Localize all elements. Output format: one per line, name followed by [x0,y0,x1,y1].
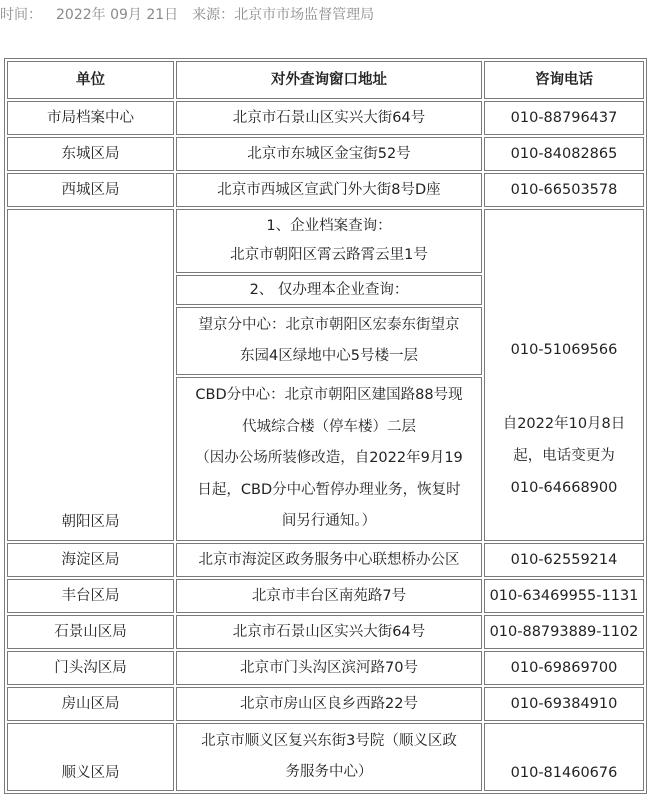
unit-cell: 门头沟区局 [7,651,174,685]
unit-cell: 丰台区局 [7,579,174,613]
unit-cell: 房山区局 [7,687,174,721]
table-row-shunyi [7,723,644,791]
chaoyang-phone1: 010-51069566 [510,342,618,358]
unit-cell: 东城区局 [7,137,174,171]
table-row [7,101,644,135]
address-cell: 北京市东城区金宝街52号 [176,137,482,171]
cbd-line4: 日起，CBD分中心暂停办理业务，恢复时 [197,481,461,498]
wangjing-line1: 望京分中心：北京市朝阳区宏泰东街望京 [198,317,460,333]
header-address: 对外查询窗口地址 [176,61,482,99]
phone-cell: 010-88793889-1102 [484,615,644,649]
table-row [7,543,644,577]
time-label: 时间： [0,7,42,23]
unit-cell: 海淀区局 [7,543,174,577]
address-cell: 北京市西城区宣武门外大街8号D座 [176,173,482,207]
source-value: 北京市市场监督管理局 [234,7,375,23]
table-row [7,579,644,613]
phone-cell: 010-88796437 [484,101,644,135]
article-meta [0,4,388,24]
chaoyang-cbd-cell [176,377,482,541]
table-row [7,137,644,171]
table-row [7,615,644,649]
wangjing-line2: 东园4区绿地中心5号楼一层 [240,348,418,364]
chaoyang-item2-title: 2、 仅办理本企业查询： [176,275,482,305]
table-header-row [7,61,644,99]
phone-cell: 010-69869700 [484,651,644,685]
unit-cell: 朝阳区局 [7,209,174,541]
cbd-line5: 间另行通知。） [281,513,377,529]
chaoyang-phone-note1: 自2022年10月8日 [502,416,626,432]
time-value: 2022年 09月 21日 [56,7,179,23]
chaoyang-phone2: 010-64668900 [510,480,618,496]
unit-cell: 市局档案中心 [7,101,174,135]
cbd-line1: CBD分中心：北京市朝阳区建国路88号现 [195,387,463,403]
phone-cell: 010-66503578 [484,173,644,207]
header-unit: 单位 [7,61,174,99]
phone-cell: 010-62559214 [484,543,644,577]
chaoyang-item1-title: 1、企业档案查询： [266,218,392,234]
phone-cell: 010-84082865 [484,137,644,171]
chaoyang-item1-address: 北京市朝阳区霄云路霄云里1号 [230,247,428,263]
address-cell: 北京市丰台区南苑路7号 [176,579,482,613]
shunyi-address-cell [176,723,482,791]
cbd-line3: （因办公场所装修改造，自2022年9月19 [195,450,463,466]
office-table [4,58,647,794]
address-cell: 北京市门头沟区滨河路70号 [176,651,482,685]
chaoyang-archive-cell [176,209,482,273]
chaoyang-phone-note2: 起，电话变更为 [513,448,615,464]
chaoyang-wangjing-cell [176,307,482,375]
shunyi-addr-line1: 北京市顺义区复兴东街3号院（顺义区政 [201,732,457,749]
table-row [7,651,644,685]
unit-cell: 石景山区局 [7,615,174,649]
shunyi-addr-line2: 务服务中心） [285,763,373,780]
table-row-chaoyang [7,209,644,273]
address-cell: 北京市石景山区实兴大街64号 [176,615,482,649]
source-label: 来源： [192,7,235,23]
address-cell: 北京市石景山区实兴大街64号 [176,101,482,135]
header-phone: 咨询电话 [484,61,644,99]
phone-cell: 010-69384910 [484,687,644,721]
phone-cell: 010-81460676 [484,723,644,791]
address-cell: 北京市海淀区政务服务中心联想桥办公区 [176,543,482,577]
phone-cell: 010-63469955-1131 [484,579,644,613]
table-row [7,687,644,721]
address-cell: 北京市房山区良乡西路22号 [176,687,482,721]
table-row [7,173,644,207]
unit-cell: 顺义区局 [7,723,174,791]
cbd-line2: 代城综合楼（停车楼）二层 [242,418,416,435]
chaoyang-phone-cell [484,209,644,541]
unit-cell: 西城区局 [7,173,174,207]
